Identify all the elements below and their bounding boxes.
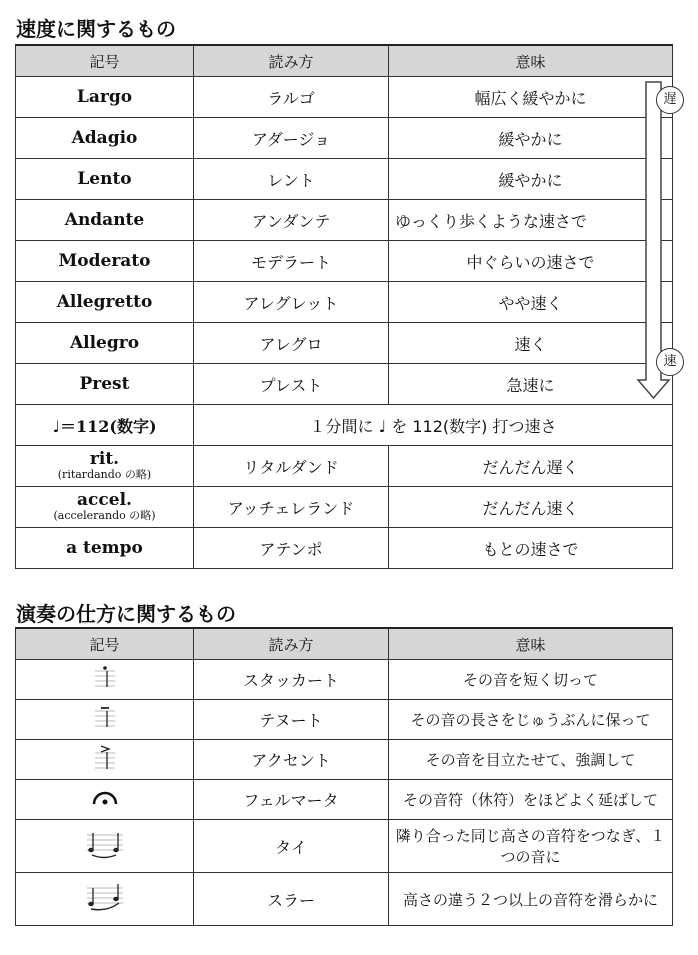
table-row <box>16 873 673 926</box>
reading-cell: アッチェレランド <box>194 487 389 528</box>
meaning-cell: その音を短く切って <box>389 660 673 700</box>
reading-cell: アンダンテ <box>194 200 389 241</box>
symbol-abbrev-note: (accelerando の略) <box>53 509 156 522</box>
symbol-main: rit. <box>89 449 120 469</box>
reading-cell: アクセント <box>194 740 389 780</box>
table-row <box>16 660 673 700</box>
fermata-icon <box>90 788 120 808</box>
table-row <box>16 820 673 873</box>
column-header-meaning: 意味 <box>389 628 673 660</box>
meaning-cell: やや速く <box>389 282 673 323</box>
reading-cell: アダージョ <box>194 118 389 159</box>
symbol-cell <box>16 873 194 926</box>
meaning-cell: 緩やかに <box>389 118 673 159</box>
symbol-cell <box>16 780 194 820</box>
symbol-cell: Adagio <box>16 118 194 159</box>
tie-icon <box>85 829 125 859</box>
meaning-cell: 緩やかに <box>389 159 673 200</box>
symbol-abbrev-note: (ritardando の略) <box>57 468 152 481</box>
tenuto-icon <box>93 705 117 731</box>
reading-cell: テヌート <box>194 700 389 740</box>
play-table <box>15 627 673 926</box>
meaning-cell: だんだん速く <box>389 487 673 528</box>
table-header-row <box>16 45 673 77</box>
reading-cell: スタッカート <box>194 660 389 700</box>
meaning-cell: その音の長さをじゅうぶんに保って <box>389 700 673 740</box>
table-row <box>16 159 673 200</box>
symbol-cell: Prest <box>16 364 194 405</box>
symbol-cell: Lento <box>16 159 194 200</box>
speed-table <box>15 44 673 569</box>
meaning-cell: 中ぐらいの速さで <box>389 241 673 282</box>
symbol-main: accel. <box>77 490 132 510</box>
meaning-cell: その音を目立たせて、強調して <box>389 740 673 780</box>
reading-cell: リタルダンド <box>194 446 389 487</box>
table-row <box>16 77 673 118</box>
meaning-cell: だんだん遅く <box>389 446 673 487</box>
fast-badge: 速 <box>656 348 684 376</box>
reading-cell: フェルマータ <box>194 780 389 820</box>
meaning-cell: 速く <box>389 323 673 364</box>
table-row <box>16 780 673 820</box>
symbol-cell <box>16 660 194 700</box>
column-header-symbol: 記号 <box>16 628 194 660</box>
reading-cell: スラー <box>194 873 389 926</box>
tempo-arrow <box>636 80 688 402</box>
reading-cell: アテンポ <box>194 528 389 569</box>
reading-cell: モデラート <box>194 241 389 282</box>
reading-cell: タイ <box>194 820 389 873</box>
metronome-symbol-cell: ♩＝112(数字) <box>16 405 194 446</box>
symbol-cell <box>16 487 194 528</box>
symbol-cell: a tempo <box>16 528 194 569</box>
symbol-cell <box>16 446 194 487</box>
reading-cell: アレグロ <box>194 323 389 364</box>
table-row <box>16 528 673 569</box>
table-row <box>16 282 673 323</box>
table-row <box>16 200 673 241</box>
meaning-cell: ゆっくり歩くような速さで <box>389 200 673 241</box>
meaning-cell: 高さの違う２つ以上の音符を滑らかに <box>389 873 673 926</box>
reading-cell: ラルゴ <box>194 77 389 118</box>
column-header-reading: 読み方 <box>194 45 389 77</box>
reading-cell: アレグレット <box>194 282 389 323</box>
symbol-cell <box>16 700 194 740</box>
symbol-cell: Allegro <box>16 323 194 364</box>
symbol-cell <box>16 820 194 873</box>
metronome-row <box>16 405 673 446</box>
staccato-icon <box>93 665 117 691</box>
meaning-cell: もとの速さで <box>389 528 673 569</box>
table-row <box>16 118 673 159</box>
play-section-title: 演奏の仕方に関するもの <box>16 602 236 626</box>
symbol-cell: Allegretto <box>16 282 194 323</box>
table-row <box>16 446 673 487</box>
table-row <box>16 700 673 740</box>
meaning-cell: その音符（休符）をほどよく延ばして <box>389 780 673 820</box>
table-row <box>16 364 673 405</box>
table-header-row <box>16 628 673 660</box>
metronome-meaning-cell: １分間に ♩ を 112(数字) 打つ速さ <box>194 405 673 446</box>
column-header-reading: 読み方 <box>194 628 389 660</box>
table-row <box>16 740 673 780</box>
table-row <box>16 241 673 282</box>
reading-cell: レント <box>194 159 389 200</box>
column-header-meaning: 意味 <box>389 45 673 77</box>
accent-icon <box>93 745 117 771</box>
symbol-cell: Andante <box>16 200 194 241</box>
column-header-symbol: 記号 <box>16 45 194 77</box>
table-row <box>16 487 673 528</box>
meaning-cell: 急速に <box>389 364 673 405</box>
symbol-cell <box>16 740 194 780</box>
symbol-cell: Moderato <box>16 241 194 282</box>
symbol-cell: Largo <box>16 77 194 118</box>
reading-cell: プレスト <box>194 364 389 405</box>
meaning-cell: 隣り合った同じ高さの音符をつなぎ、１つの音に <box>389 820 673 873</box>
slow-badge: 遅 <box>656 86 684 114</box>
slur-icon <box>85 882 125 912</box>
meaning-cell: 幅広く緩やかに <box>389 77 673 118</box>
speed-section-title: 速度に関するもの <box>16 17 176 41</box>
table-row <box>16 323 673 364</box>
